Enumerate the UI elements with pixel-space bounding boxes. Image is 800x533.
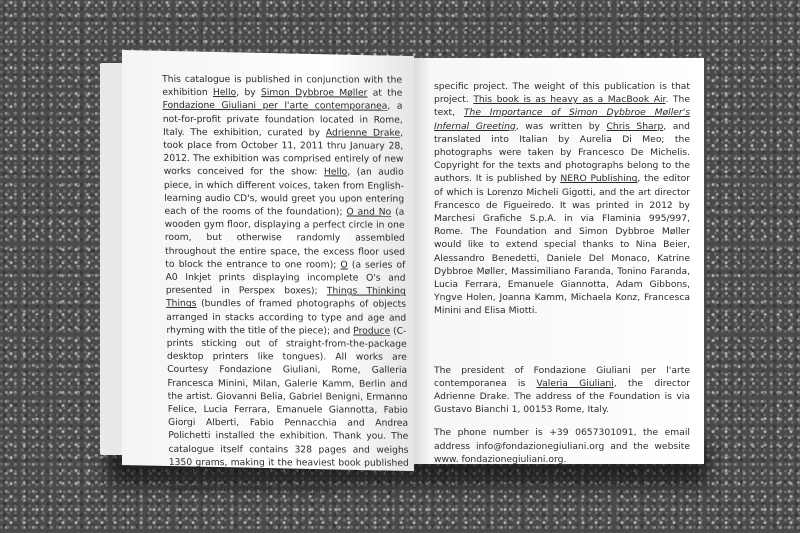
- left-page: [122, 50, 414, 495]
- text-segment: This book is as heavy as a MacBook Air: [473, 94, 666, 106]
- text-segment: . The text,: [434, 94, 690, 119]
- text-segment: O and No: [346, 206, 392, 218]
- text-segment: , and translated into Italian by Aurelia Di Meo; the photographs were taken by Francesco De Michelis. Copyright for the texts and photographs belong to the authors. It is published by: [434, 120, 691, 185]
- text-segment: This catalogue is published in conjunction with the exhibition: [162, 73, 403, 99]
- right-page-paragraph-contact: [434, 426, 690, 466]
- text-segment: The president of Fondazione Giuliani per l'arte contemporanea is: [434, 364, 690, 389]
- text-segment: , took place from October 11, 2011 thru January 28, 2012. The exhibition was comprised entirely of new works conceived for the show:: [163, 127, 404, 178]
- text-segment: (a wooden gym floor, displaying a perfect circle in one room, but otherwise randomly assembled throughout the entire space, the excess floor used to block the entrance to one room);: [164, 206, 406, 271]
- right-page-text: [434, 80, 690, 476]
- text-segment: Fondazione Giuliani per l'arte contemporanea: [162, 100, 388, 113]
- text-segment: Hello: [323, 166, 348, 178]
- text-segment: The phone number is +39 0657301091, the email address info@fondazionegiuliani.org and the website www. fondazionegiuliani.org.: [434, 427, 690, 465]
- text-segment: Simon Dybbroe Møller: [260, 87, 368, 99]
- text-segment: , the editor of which is Lorenzo Micheli Gigotti, and the art director Francesco de Figueiredo. It was printed in 2012 by Marchesi Grafiche S.p.A. in via Flaminia 995/997, Rome. The Foundation and Simon Dybbroe Møller would like to extend special thanks to Nina Beier, Alessandro Benedetti, Daniele Del Monaco, Katrine Dybbroe Møller, Massimiliano Faranda, Tonino Faranda, Lucia Ferrara, Emanuele Giannotta, Adam Gibbons, Yngve Holen, Joanna Kamm, Michaela Konz, Francesca Minini and Elisa Miotti.: [434, 173, 690, 317]
- text-segment: Chris Sharp: [606, 120, 664, 132]
- text-segment: , a not-for-profit private foundation located in Rome, Italy. The exhibition, curated by: [162, 101, 403, 139]
- text-segment: O: [340, 259, 348, 271]
- text-segment: Adrienne Drake: [325, 127, 401, 139]
- left-page-text: [162, 73, 410, 506]
- text-segment: Hello: [212, 87, 237, 99]
- text-segment: (C-prints sticking out of straight-from-the-package desktop printers like tongues). All works are Courtesy Fondazione Giuliani, Rome, Galleria Francesca Minini, Milan, Galerie Kamm, Berlin and the artist. Giovanni Belia, Gabriel Benigni, Ermanno Felice, Lucia Ferrara, Emanuele Giannotta, Fabio Giorgi Alberti, Fabio Pennacchia and Andrea Polichetti installed the exhibition. Thank you. The catalogue itself contains 328 pages and weighs 1350 grams, making it the heaviest book published by the Foundation to date. Simon Dybbroe Møller was asked to conceive a catalogue-: [166, 325, 410, 495]
- text-segment: (a series of A0 Inkjet prints displaying incomplete O's and presented in Perspex boxes);: [165, 259, 406, 297]
- text-segment: (bundles of framed photographs of objects arranged in stacks according to type and age and rhyming with the title of the piece); and: [166, 298, 407, 337]
- text-segment: , was written by: [515, 120, 607, 132]
- right-page: [414, 58, 704, 464]
- text-segment: , (an audio piece, in which different voices, taken from English-learning audio CD's, would greet you upon entering each of the rooms of the foundation);: [163, 166, 405, 218]
- text-segment: The Importance of Simon Dybbroe Møller's Infernal Greeting: [434, 107, 691, 132]
- text-segment: , the director Adrienne Drake. The address of the Foundation is via Gustavo Bianchi 1, 00153 Rome, Italy.: [434, 377, 690, 416]
- right-page-paragraph-credits: [434, 80, 690, 318]
- text-segment: NERO Publishing: [560, 173, 638, 185]
- text-segment: Things Thinking Things: [165, 285, 406, 310]
- text-segment: at the: [367, 87, 403, 99]
- text-segment: Produce: [353, 325, 391, 337]
- text-segment: , by: [236, 87, 262, 99]
- left-page-paragraph: [162, 73, 409, 496]
- right-page-paragraph-president: [434, 364, 690, 417]
- text-segment: specific project. The weight of this publication is that project.: [434, 81, 690, 106]
- text-segment: Valeria Giuliani: [536, 377, 614, 389]
